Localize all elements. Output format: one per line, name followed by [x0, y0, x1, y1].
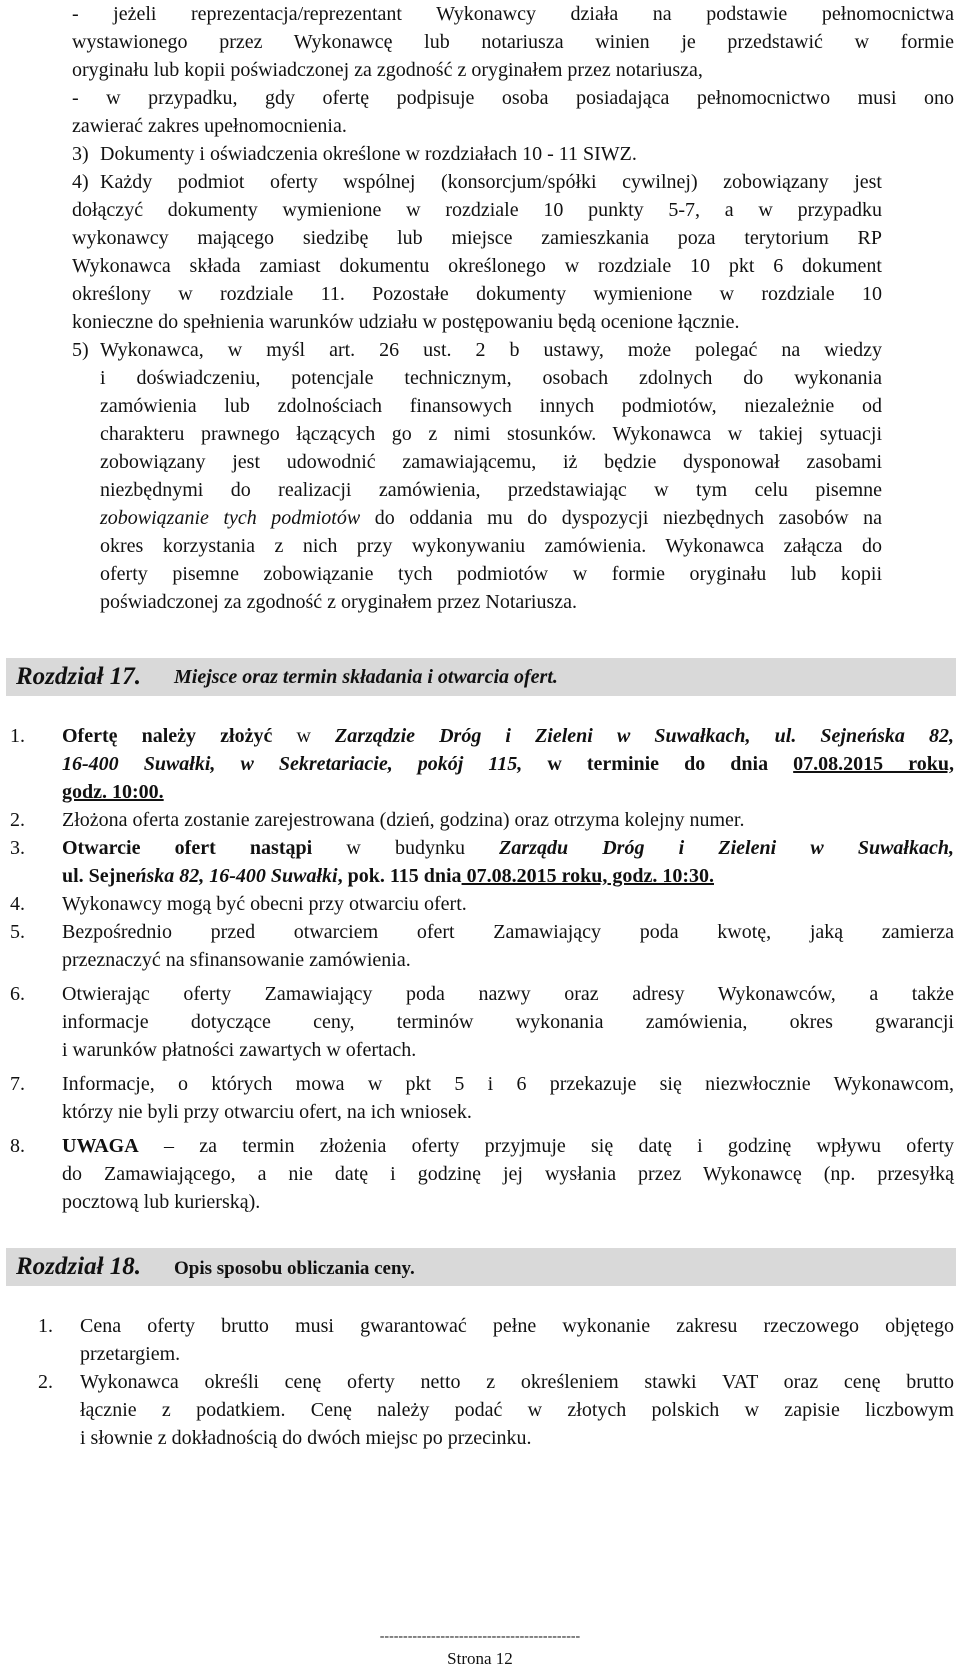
warning-label: UWAGA	[62, 1135, 139, 1157]
text-run: w	[272, 725, 335, 747]
paragraph-line	[62, 722, 954, 750]
page-number: Strona 12	[447, 1649, 513, 1668]
paragraph-line: Informacje, o których mowa w pkt 5 i 6 przekazuje się niezwłocznie Wykonawcom,	[62, 1073, 954, 1095]
list-number: 6.	[10, 983, 25, 1005]
list-number: 3)	[72, 143, 89, 165]
paragraph-line: Cena oferty brutto musi gwarantować pełne wykonanie zakresu rzeczowego objętego	[80, 1315, 954, 1337]
text-run: w budynku	[312, 837, 500, 859]
list-number: 5)	[72, 339, 89, 361]
text-run: , pok. 115 dnia	[337, 865, 462, 887]
paragraph-line	[62, 834, 954, 862]
paragraph-line: niezbędnymi do realizacji zamówienia, przedstawiając w tym celu pisemne	[100, 479, 882, 501]
paragraph-line: - jeżeli reprezentacja/reprezentant Wykonawcy działa na podstawie pełnomocnictwa	[72, 3, 954, 25]
opening-date: 07.08.2015 roku, godz. 10:30.	[461, 865, 714, 887]
deadline-time: godz. 10:00.	[62, 781, 164, 803]
paragraph-line: Wykonawcy mogą być obecni przy otwarciu ofert.	[62, 893, 467, 915]
text-run: do oddania mu do dyspozycji niezbędnych zasobów na	[360, 507, 882, 529]
text-run: – za termin złożenia oferty przyjmuje się datę i godzinę wpływu oferty	[138, 1135, 954, 1157]
paragraph-line: okres korzystania z nich przy wykonywaniu zamówienia. Wykonawca załącza do	[100, 535, 882, 557]
list-number: 3.	[10, 837, 25, 859]
paragraph-line	[62, 862, 954, 890]
paragraph-line: oryginału lub kopii poświadczonej za zgodność z oryginałem przez notariusza,	[72, 59, 703, 81]
paragraph-line: zawierać zakres upełnomocnienia.	[72, 115, 347, 137]
paragraph-line: przeznaczyć na sfinansowanie zamówienia.	[62, 949, 411, 971]
text-run: Ofertę należy złożyć	[62, 725, 273, 747]
list-number: 2.	[38, 1371, 53, 1393]
italic-phrase: zobowiązanie tych podmiotów	[100, 507, 361, 529]
chapter-label: Rozdział 17.	[16, 663, 142, 690]
paragraph-line: poświadczonej za zgodność z oryginałem przez Notariusza.	[100, 591, 578, 613]
list-number: 2.	[10, 809, 25, 831]
chapter-heading-bar	[6, 658, 956, 696]
paragraph-line: pocztową lub kurierską).	[62, 1191, 261, 1213]
list-number: 1.	[10, 725, 25, 747]
paragraph-line: zobowiązany jest udowodnić zamawiającemu, iż będzie dysponował zasobami	[100, 451, 882, 473]
paragraph-line: zamówienia lub zdolnościach finansowych innych podmiotów, niezależnie od	[100, 395, 882, 417]
footer-rule: -------------------------------------------	[379, 1630, 581, 1644]
list-number: 4)	[72, 171, 89, 193]
paragraph-line: Wykonawca, w myśl art. 26 ust. 2 b ustawy, może polegać na wiedzy	[100, 339, 882, 361]
chapter-title: Opis sposobu obliczania ceny.	[174, 1258, 415, 1279]
paragraph-line: do Zamawiającego, a nie datę i godzinę jej wysłania przez Wykonawcę (np. przesyłką	[62, 1163, 954, 1185]
text-run: 16-400 Suwałki, w Sekretariacie, pokój 115,	[62, 753, 523, 775]
paragraph-line: dołączyć dokumenty wymienione w rozdziale 10 punkty 5-7, a w przypadku	[72, 199, 882, 221]
paragraph-line	[100, 504, 882, 532]
paragraph-line: przetargiem.	[80, 1343, 181, 1365]
paragraph-line: konieczne do spełnienia warunków udziału w postępowaniu będą ocenione łącznie.	[72, 311, 740, 333]
paragraph-line: Wykonawca składa zamiast dokumentu określonego w rozdziale 10 pkt 6 dokument	[72, 255, 882, 277]
paragraph-line: i słownie z dokładnością do dwóch miejsc po przecinku.	[80, 1427, 532, 1449]
paragraph-line: łącznie z podatkiem. Cenę należy podać w złotych polskich w zapisie liczbowym	[80, 1399, 954, 1421]
list-number: 4.	[10, 893, 25, 915]
paragraph-line: Każdy podmiot oferty wspólnej (konsorcjum/spółki cywilnej) zobowiązany jest	[100, 171, 882, 193]
paragraph-line: określony w rozdziale 11. Pozostałe dokumenty wymienione w rozdziale 10	[72, 283, 882, 305]
chapter-label: Rozdział 18.	[16, 1253, 142, 1280]
paragraph-line	[62, 750, 954, 778]
paragraph-line: wystawionego przez Wykonawcę lub notariusza winien je przedstawić w formie	[72, 31, 954, 53]
text-run: w terminie do dnia	[522, 753, 794, 775]
paragraph-line: Bezpośrednio przed otwarciem ofert Zamawiający poda kwotę, jaką zamierza	[62, 921, 954, 943]
text-run: Zarządzie Dróg i Zieleni w Suwałkach, ul. Sejneńska 82,	[335, 725, 954, 747]
paragraph-line: Otwierając oferty Zamawiający poda nazwy oraz adresy Wykonawców, a także	[62, 983, 954, 1005]
paragraph-line: i doświadczeniu, potencjale technicznym, osobach zdolnych do wykonania	[100, 367, 882, 389]
paragraph-line	[62, 778, 954, 806]
paragraph-line: wykonawcy mającego siedzibę lub miejsce zamieszkania poza terytorium RP	[72, 227, 882, 249]
chapter-title: Miejsce oraz termin składania i otwarcia ofert.	[174, 666, 558, 688]
paragraph-line: Wykonawca określi cenę oferty netto z określeniem stawki VAT oraz cenę brutto	[80, 1371, 954, 1393]
text-run: ńska 82, 16-400 Suwałki	[135, 865, 338, 887]
list-number: 7.	[10, 1073, 25, 1095]
paragraph-line: którzy nie byli przy otwarciu ofert, na ich wniosek.	[62, 1101, 472, 1123]
paragraph-line: i warunków płatności zawartych w ofertach.	[62, 1039, 417, 1061]
paragraph-line: Dokumenty i oświadczenia określone w rozdziałach 10 - 11 SIWZ.	[100, 143, 637, 165]
paragraph-line: charakteru prawnego łączących go z nimi stosunków. Wykonawca w takiej sytuacji	[100, 423, 882, 445]
text-run: Otwarcie ofert nastąpi	[62, 837, 313, 859]
paragraph-line: - w przypadku, gdy ofertę podpisuje osoba posiadająca pełnomocnictwo musi ono	[72, 87, 954, 109]
chapter-heading-bar	[6, 1248, 956, 1286]
list-number: 8.	[10, 1135, 25, 1157]
paragraph-line	[62, 1132, 954, 1160]
text-run: Zarządu Dróg i Zieleni w Suwałkach,	[499, 837, 954, 859]
list-number: 5.	[10, 921, 25, 943]
paragraph-line: oferty pisemne zobowiązanie tych podmiotów w formie oryginału lub kopii	[100, 563, 882, 585]
list-number: 1.	[38, 1315, 53, 1337]
paragraph-line: Złożona oferta zostanie zarejestrowana (dzień, godzina) oraz otrzyma kolejny numer.	[62, 809, 745, 831]
paragraph-line: informacje dotyczące ceny, terminów wykonania zamówienia, okres gwarancji	[62, 1011, 954, 1033]
text-run: ul. Sejne	[62, 865, 136, 887]
deadline-date: 07.08.2015 roku,	[793, 753, 954, 775]
